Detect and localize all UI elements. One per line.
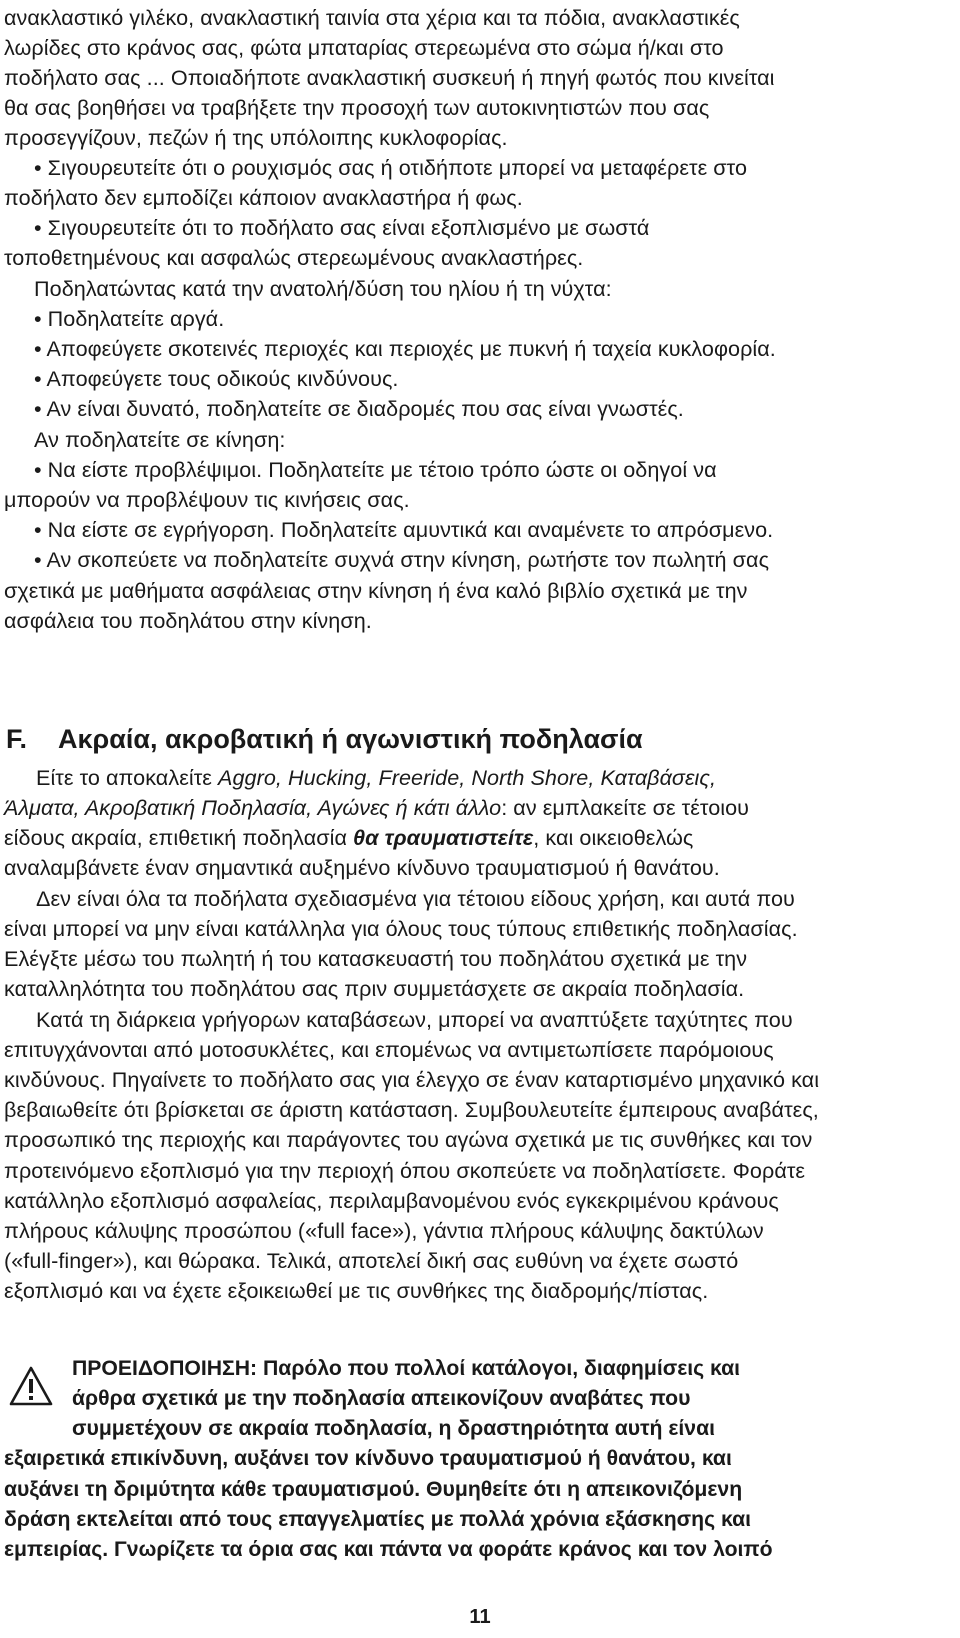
warning-line: εμπειρίας. Γνωρίζετε τα όρια σας και πάντα να φοράτε κράνος και τον λοιπό bbox=[4, 1538, 773, 1561]
body-text-line: ποδήλατο σας ... Οποιαδήποτε ανακλαστική συσκευή ή πηγή φωτός που κινείται bbox=[4, 65, 775, 90]
bullet-item: • Αν είναι δυνατό, ποδηλατείτε σε διαδρομές που σας είναι γνωστές. bbox=[34, 396, 684, 421]
body-text-line: ποδήλατο δεν εμποδίζει κάποιον ανακλαστήρα ή φως. bbox=[4, 185, 523, 210]
intro-italic-text: Aggro, Hucking, Freeride, North Shore, Καταβάσεις, bbox=[218, 765, 716, 790]
intro-text: , και οικειοθελώς bbox=[533, 825, 694, 850]
intro-emphasis-text: θα τραυματιστείτε bbox=[353, 825, 534, 850]
intro-line: αναλαμβάνετε έναν σημαντικά αυξημένο κίνδυνο τραυματισμού ή θανάτου. bbox=[4, 855, 720, 880]
paragraph-line: εξοπλισμό και να έχετε εξοικειωθεί με τις συνθήκες της διαδρομής/πίστας. bbox=[4, 1278, 709, 1303]
paragraph-line: επιτυγχάνονται από μοτοσυκλέτες, και επομένως να αντιμετωπίσετε παρόμοιους bbox=[4, 1037, 774, 1062]
warning-line: άρθρα σχετικά με την ποδηλασία απεικονίζουν αναβάτες που bbox=[72, 1387, 691, 1410]
bullet-item: • Ποδηλατείτε αργά. bbox=[34, 306, 225, 331]
bullet-item: • Αποφεύγετε σκοτεινές περιοχές και περιοχές με πυκνή ή ταχεία κυκλοφορία. bbox=[34, 336, 776, 361]
warning-line: συμμετέχουν σε ακραία ποδηλασία, η δραστηριότητα αυτή είναι bbox=[72, 1417, 715, 1440]
paragraph-line: κινδύνους. Πηγαίνετε το ποδήλατο σας για έλεγχο σε έναν καταρτισμένο μηχανικό και bbox=[4, 1067, 820, 1092]
body-text-line: ασφάλεια του ποδηλάτου στην κίνηση. bbox=[4, 608, 372, 633]
paragraph-line: Ελέγξτε μέσω του πωλητή ή του κατασκευαστή του ποδηλάτου σχετικά με την bbox=[4, 946, 748, 971]
warning-line: εξαιρετικά επικίνδυνη, αυξάνει τον κίνδυνο τραυματισμού ή θανάτου, και bbox=[4, 1447, 732, 1470]
bullet-item: • Αν σκοπεύετε να ποδηλατείτε συχνά στην κίνηση, ρωτήστε τον πωλητή σας bbox=[34, 547, 770, 572]
intro-italic-text: Άλματα, Ακροβατική Ποδηλασία, Αγώνες ή κάτι άλλο bbox=[4, 795, 502, 820]
intro-line bbox=[4, 793, 749, 823]
bullet-item: • Σιγουρευτείτε ότι ο ρουχισμός σας ή οτιδήποτε μπορεί να μεταφέρετε στο bbox=[34, 155, 748, 180]
paragraph-line: πλήρους κάλυψης προσώπου («full face»), γάντια πλήρους κάλυψης δακτύλων bbox=[4, 1218, 764, 1243]
intro-text: είδους ακραία, επιθετική ποδηλασία bbox=[4, 825, 354, 850]
paragraph-line: είναι μπορεί να μην είναι κατάλληλα για όλους τους τύπους επιθετικής ποδηλασίας. bbox=[4, 916, 798, 941]
section-letter: F. bbox=[6, 724, 28, 754]
bullet-item: • Να είστε προβλέψιμοι. Ποδηλατείτε με τέτοιο τρόπο ώστε οι οδηγοί να bbox=[34, 457, 717, 482]
subheading-dusk-night: Ποδηλατώντας κατά την ανατολή/δύση του ηλίου ή τη νύχτα: bbox=[34, 276, 612, 301]
page-number: 11 bbox=[469, 1606, 491, 1628]
warning-line: αυξάνει τη δριμύτητα κάθε τραυματισμού. Θυμηθείτε ότι η απεικονιζόμενη bbox=[4, 1478, 743, 1501]
body-text-line: θα σας βοηθήσει να τραβήξετε την προσοχή των αυτοκινητιστών που σας bbox=[4, 95, 710, 120]
intro-text: Είτε το αποκαλείτε bbox=[36, 765, 219, 790]
paragraph-line: καταλληλότητα του ποδηλάτου σας πριν συμμετάσχετε σε ακραία ποδηλασία. bbox=[4, 976, 745, 1001]
body-text-line: τοποθετημένους και ασφαλώς στερεωμένους ανακλαστήρες. bbox=[4, 245, 584, 270]
paragraph-line: προτεινόμενο εξοπλισμό για την περιοχή όπου σκοπεύετε να ποδηλατίσετε. Φοράτε bbox=[4, 1158, 806, 1183]
paragraph-line: Δεν είναι όλα τα ποδήλατα σχεδιασμένα για τέτοιου είδους χρήση, και αυτά που bbox=[36, 886, 795, 911]
warning-triangle-icon bbox=[9, 1366, 53, 1406]
paragraph-line: κατάλληλο εξοπλισμό ασφαλείας, περιλαμβανομένου ενός εγκεκριμένου κράνους bbox=[4, 1188, 779, 1213]
body-text-line: ανακλαστικό γιλέκο, ανακλαστική ταινία στα χέρια και τα πόδια, ανακλαστικές bbox=[4, 5, 740, 30]
subheading-traffic: Αν ποδηλατείτε σε κίνηση: bbox=[34, 427, 286, 452]
paragraph-line: («full-finger»), και θώρακα. Τελικά, αποτελεί δική σας ευθύνη να έχετε σωστό bbox=[4, 1248, 739, 1273]
paragraph-line: Κατά τη διάρκεια γρήγορων καταβάσεων, μπορεί να αναπτύξετε ταχύτητες που bbox=[36, 1007, 793, 1032]
paragraph-line: βεβαιωθείτε ότι βρίσκεται σε άριστη κατάσταση. Συμβουλευτείτε έμπειρους αναβάτες, bbox=[4, 1097, 819, 1122]
intro-line bbox=[36, 763, 716, 793]
section-title: Ακραία, ακροβατική ή αγωνιστική ποδηλασία bbox=[58, 724, 643, 754]
body-text-line: προσεγγίζουν, πεζών ή της υπόλοιπης κυκλοφορίας. bbox=[4, 125, 508, 150]
warning-line: δράση εκτελείται από τους επαγγελματίες με πολλά χρόνια εξάσκησης και bbox=[4, 1508, 752, 1531]
body-text-line: σχετικά με μαθήματα ασφάλειας στην κίνηση ή ένα καλό βιβλίο σχετικά με την bbox=[4, 578, 748, 603]
intro-text: : αν εμπλακείτε σε τέτοιου bbox=[501, 795, 750, 820]
bullet-item: • Αποφεύγετε τους οδικούς κινδύνους. bbox=[34, 366, 399, 391]
warning-line: ΠΡΟΕΙΔΟΠΟΙΗΣΗ: Παρόλο που πολλοί κατάλογοι, διαφημίσεις και bbox=[72, 1357, 741, 1380]
body-text-line: λωρίδες στο κράνος σας, φώτα μπαταρίας στερεωμένα στο σώμα ή/και στο bbox=[4, 35, 724, 60]
bullet-item: • Σιγουρευτείτε ότι το ποδήλατο σας είναι εξοπλισμένο με σωστά bbox=[34, 215, 650, 240]
body-text-line: μπορούν να προβλέψουν τις κινήσεις σας. bbox=[4, 487, 410, 512]
section-heading bbox=[6, 724, 643, 755]
paragraph-line: προσωπικό της περιοχής και παράγοντες του αγώνα σχετικά με τις συνθήκες και τον bbox=[4, 1127, 813, 1152]
bullet-item: • Να είστε σε εγρήγορση. Ποδηλατείτε αμυντικά και αναμένετε το απρόσμενο. bbox=[34, 517, 774, 542]
intro-line bbox=[4, 823, 693, 853]
